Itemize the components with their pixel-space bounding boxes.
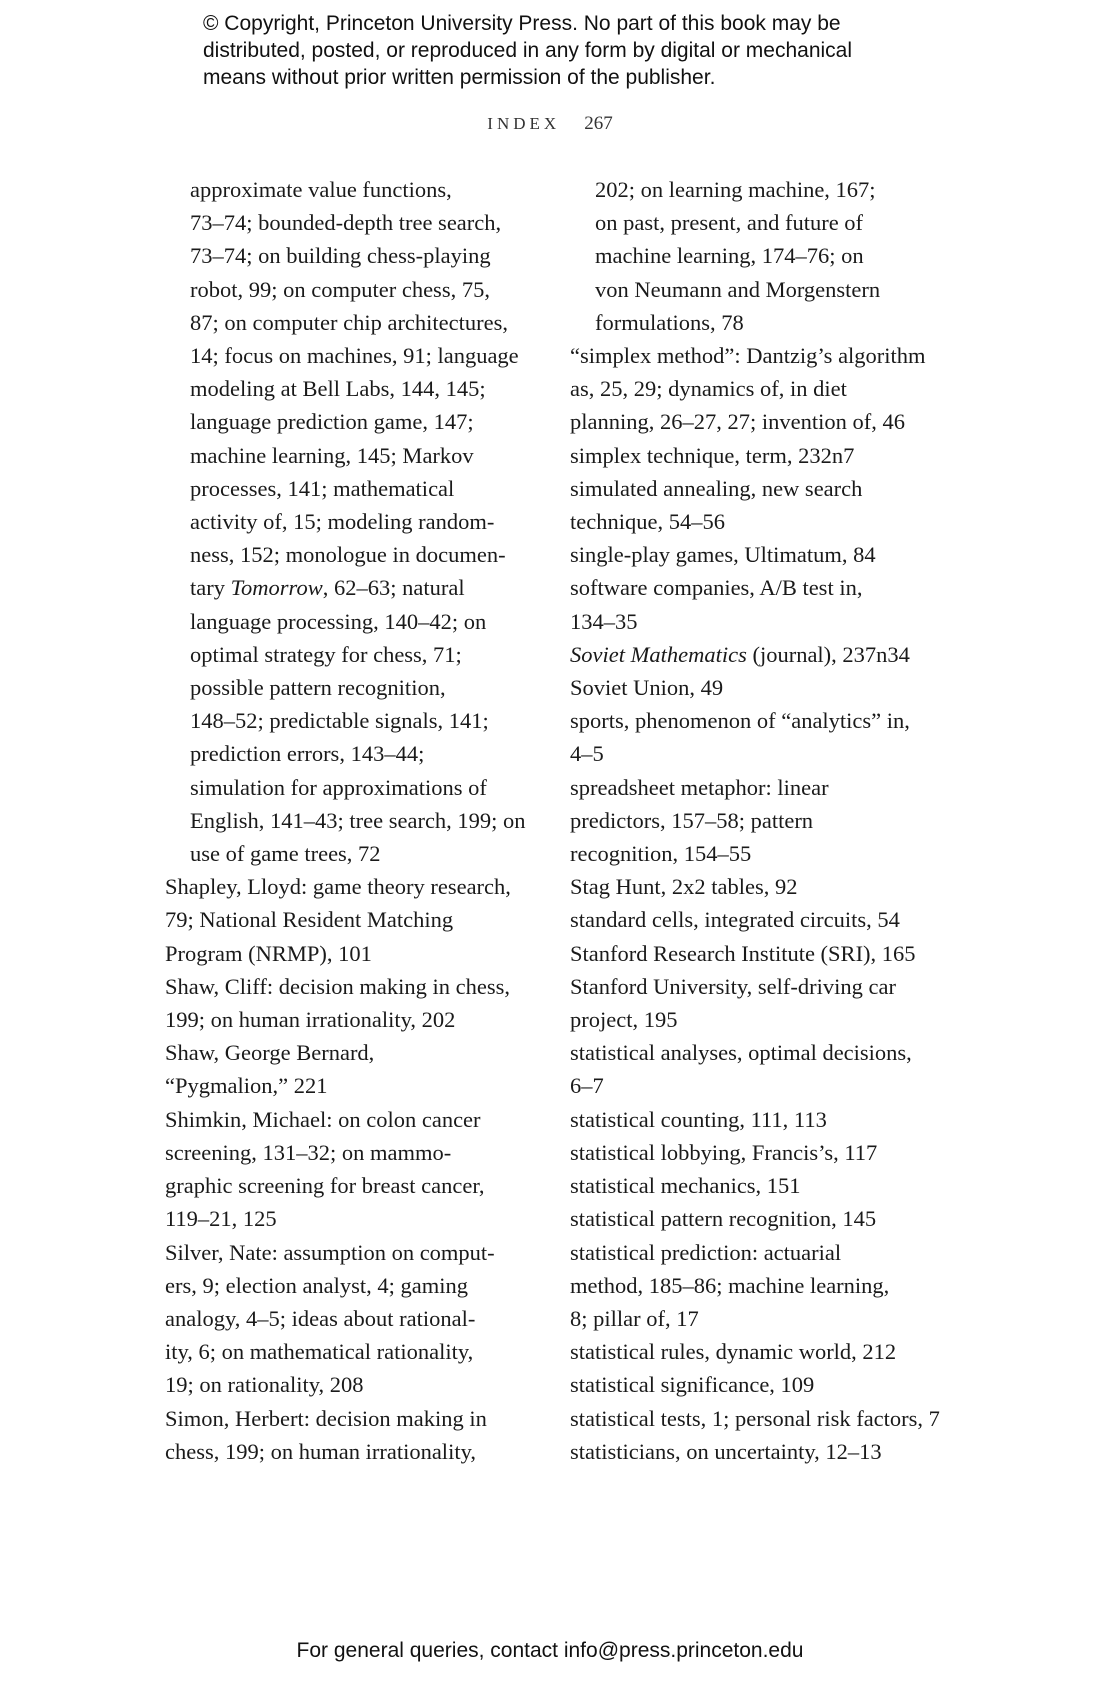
index-entry-heading: statistical analyses, optimal decisions, xyxy=(570,1040,912,1066)
index-entry-line: “Pygmalion,” 221 xyxy=(165,1073,328,1099)
index-entry xyxy=(570,903,935,936)
index-entry-heading: statistical significance, 109 xyxy=(570,1372,815,1398)
index-entry xyxy=(165,970,530,1036)
index-entry-line: Program (NRMP), 101 xyxy=(165,940,372,966)
index-column-left xyxy=(165,173,530,1468)
index-continuation-line: optimal strategy for chess, 71; xyxy=(190,641,462,667)
copyright-notice xyxy=(203,10,963,91)
index-entry-line: predictors, 157–58; pattern xyxy=(570,807,814,833)
index-entry xyxy=(570,771,935,871)
index-entry xyxy=(570,1202,935,1235)
index-entry xyxy=(570,1103,935,1136)
index-continuation-line: on past, present, and future of xyxy=(595,210,864,236)
index-continuation-line: prediction errors, 143–44; xyxy=(190,741,425,767)
index-entry xyxy=(570,538,935,571)
running-header xyxy=(0,113,1100,135)
index-entry-line: 79; National Resident Matching xyxy=(165,907,454,933)
index-entry xyxy=(570,937,935,970)
index-entry-line: 119–21, 125 xyxy=(165,1206,277,1232)
index-entry-line: 8; pillar of, 17 xyxy=(570,1305,699,1331)
index-entry-heading: statistical mechanics, 151 xyxy=(570,1173,801,1199)
index-entry-heading: software companies, A/B test in, xyxy=(570,575,863,601)
index-continuation-line: machine learning, 145; Markov xyxy=(190,442,474,468)
index-entry-line: planning, 26–27, 27; invention of, 46 xyxy=(570,409,905,435)
index-entry xyxy=(165,1036,530,1102)
index-continuation-line: 73–74; on building chess-playing xyxy=(190,243,491,269)
index-continuation-line: language processing, 140–42; on xyxy=(190,608,487,634)
index-entry xyxy=(570,671,935,704)
index-entry xyxy=(570,970,935,1036)
index-entry xyxy=(570,1368,935,1401)
index-entry xyxy=(570,1036,935,1102)
index-entry-heading: Shapley, Lloyd: game theory research, xyxy=(165,874,511,900)
index-entry-heading: Stanford University, self-driving car xyxy=(570,973,896,999)
index-continuation-line: English, 141–43; tree search, 199; on xyxy=(190,807,526,833)
index-entry-line: method, 185–86; machine learning, xyxy=(570,1272,890,1298)
index-continuation-line: von Neumann and Morgenstern xyxy=(595,276,881,302)
index-entry-heading: Shaw, George Bernard, xyxy=(165,1040,375,1066)
index-continuation-line: simulation for approximations of xyxy=(190,774,487,800)
index-entry-line: recognition, 154–55 xyxy=(570,841,752,867)
index-entry-line: 199; on human irrationality, 202 xyxy=(165,1007,456,1033)
index-continuation-line: possible pattern recognition, xyxy=(190,675,446,701)
index-entry xyxy=(570,1335,935,1368)
index-entry-heading: “simplex method”: Dantzig’s algorithm xyxy=(570,343,926,369)
index-entry-line: project, 195 xyxy=(570,1007,678,1033)
index-entry xyxy=(165,1236,530,1402)
index-entry xyxy=(570,638,935,671)
index-entry-line: 4–5 xyxy=(570,741,604,767)
index-entry-heading: statisticians, on uncertainty, 12–13 xyxy=(570,1438,882,1464)
index-continuation-line: formulations, 78 xyxy=(595,309,744,335)
index-continuation-line: 202; on learning machine, 167; xyxy=(595,177,876,202)
page-number: 267 xyxy=(584,113,613,134)
index-entry xyxy=(570,1402,940,1435)
index-entry-heading: Soviet Union, 49 xyxy=(570,675,724,701)
index-entry-heading: statistical tests, 1; personal risk factors, 7 xyxy=(570,1405,940,1431)
index-entry-line: 134–35 xyxy=(570,608,638,634)
index-entry xyxy=(570,870,935,903)
index-continuation-line: 148–52; predictable signals, 141; xyxy=(190,708,489,734)
index-continuation-line: robot, 99; on computer chess, 75, xyxy=(190,276,490,302)
index-continuation-line: processes, 141; mathematical xyxy=(190,475,455,501)
index-entry xyxy=(570,1236,935,1336)
index-entry-line: technique, 54–56 xyxy=(570,509,725,535)
copyright-line: distributed, posted, or reproduced in any form by digital or mechanical xyxy=(203,39,853,62)
index-entry-line: analogy, 4–5; ideas about rational- xyxy=(165,1305,476,1331)
index-entry xyxy=(570,704,935,770)
index-entry-heading: statistical rules, dynamic world, 212 xyxy=(570,1339,897,1365)
index-entry-heading: statistical counting, 111, 113 xyxy=(570,1106,827,1132)
index-continuation-line: activity of, 15; modeling random- xyxy=(190,509,495,535)
index-entry-heading: single-play games, Ultimatum, 84 xyxy=(570,542,876,568)
index-entry xyxy=(570,571,935,637)
index-entry-heading: simulated annealing, new search xyxy=(570,475,863,501)
index-entry-line: as, 25, 29; dynamics of, in diet xyxy=(570,376,847,402)
index-entry xyxy=(570,1169,935,1202)
index-continuation-line: 73–74; bounded-depth tree search, xyxy=(190,210,502,236)
header-label: INDEX xyxy=(487,114,561,133)
index-entry-heading: Soviet Mathematics (journal), 237n34 xyxy=(570,641,910,667)
index-entry-heading: Simon, Herbert: decision making in xyxy=(165,1405,487,1431)
index-continuation-line: 87; on computer chip architectures, xyxy=(190,309,509,335)
index-continuation-line: 14; focus on machines, 91; language xyxy=(190,343,519,369)
index-entry-heading: Stanford Research Institute (SRI), 165 xyxy=(570,940,916,966)
copyright-line: © Copyright, Princeton University Press. No part of this book may be xyxy=(203,12,841,35)
index-entry xyxy=(165,1103,530,1236)
index-entry-line: graphic screening for breast cancer, xyxy=(165,1173,485,1199)
index-entry-heading: Shaw, Cliff: decision making in chess, xyxy=(165,973,510,999)
index-entry-line: ity, 6; on mathematical rationality, xyxy=(165,1339,474,1365)
index-continuation-line: approximate value functions, xyxy=(190,177,452,202)
index-entry xyxy=(570,1136,935,1169)
index-column-right xyxy=(570,173,940,1468)
index-entry xyxy=(165,1402,530,1468)
index-entry xyxy=(570,1435,935,1468)
footer-contact: For general queries, contact info@press.princeton.edu xyxy=(296,1639,804,1662)
index-entry-line: screening, 131–32; on mammo- xyxy=(165,1139,452,1165)
index-continuation-line: tary Tomorrow, 62–63; natural xyxy=(190,575,465,601)
index-entry-heading: standard cells, integrated circuits, 54 xyxy=(570,907,900,933)
index-entry xyxy=(570,339,935,439)
index-entry-heading: statistical pattern recognition, 145 xyxy=(570,1206,877,1232)
index-entry-heading: simplex technique, term, 232n7 xyxy=(570,442,855,468)
index-entry-heading: statistical lobbying, Francis’s, 117 xyxy=(570,1139,878,1165)
index-entry-heading: spreadsheet metaphor: linear xyxy=(570,774,829,800)
index-entry-line: ers, 9; election analyst, 4; gaming xyxy=(165,1272,469,1298)
index-entry-heading: Silver, Nate: assumption on comput- xyxy=(165,1239,495,1265)
index-entry xyxy=(570,472,935,538)
index-entry-line: 19; on rationality, 208 xyxy=(165,1372,364,1398)
index-continuation-line: ness, 152; monologue in documen- xyxy=(190,542,506,568)
index-continuation-line: modeling at Bell Labs, 144, 145; xyxy=(190,376,486,402)
index-entry-heading: statistical prediction: actuarial xyxy=(570,1239,842,1265)
index-entry-line: chess, 199; on human irrationality, xyxy=(165,1438,476,1464)
copyright-line: means without prior written permission of the publisher. xyxy=(203,66,716,89)
index-entry-line: 6–7 xyxy=(570,1073,604,1099)
index-entry-heading: Shimkin, Michael: on colon cancer xyxy=(165,1106,481,1132)
index-entry xyxy=(165,870,530,970)
index-continuation-line: machine learning, 174–76; on xyxy=(595,243,864,269)
index-continuation-line: use of game trees, 72 xyxy=(190,841,381,867)
index-continuation-line: language prediction game, 147; xyxy=(190,409,474,435)
index-entry-heading: sports, phenomenon of “analytics” in, xyxy=(570,708,910,734)
index-entry-heading: Stag Hunt, 2x2 tables, 92 xyxy=(570,874,798,900)
index-entry xyxy=(570,439,935,472)
